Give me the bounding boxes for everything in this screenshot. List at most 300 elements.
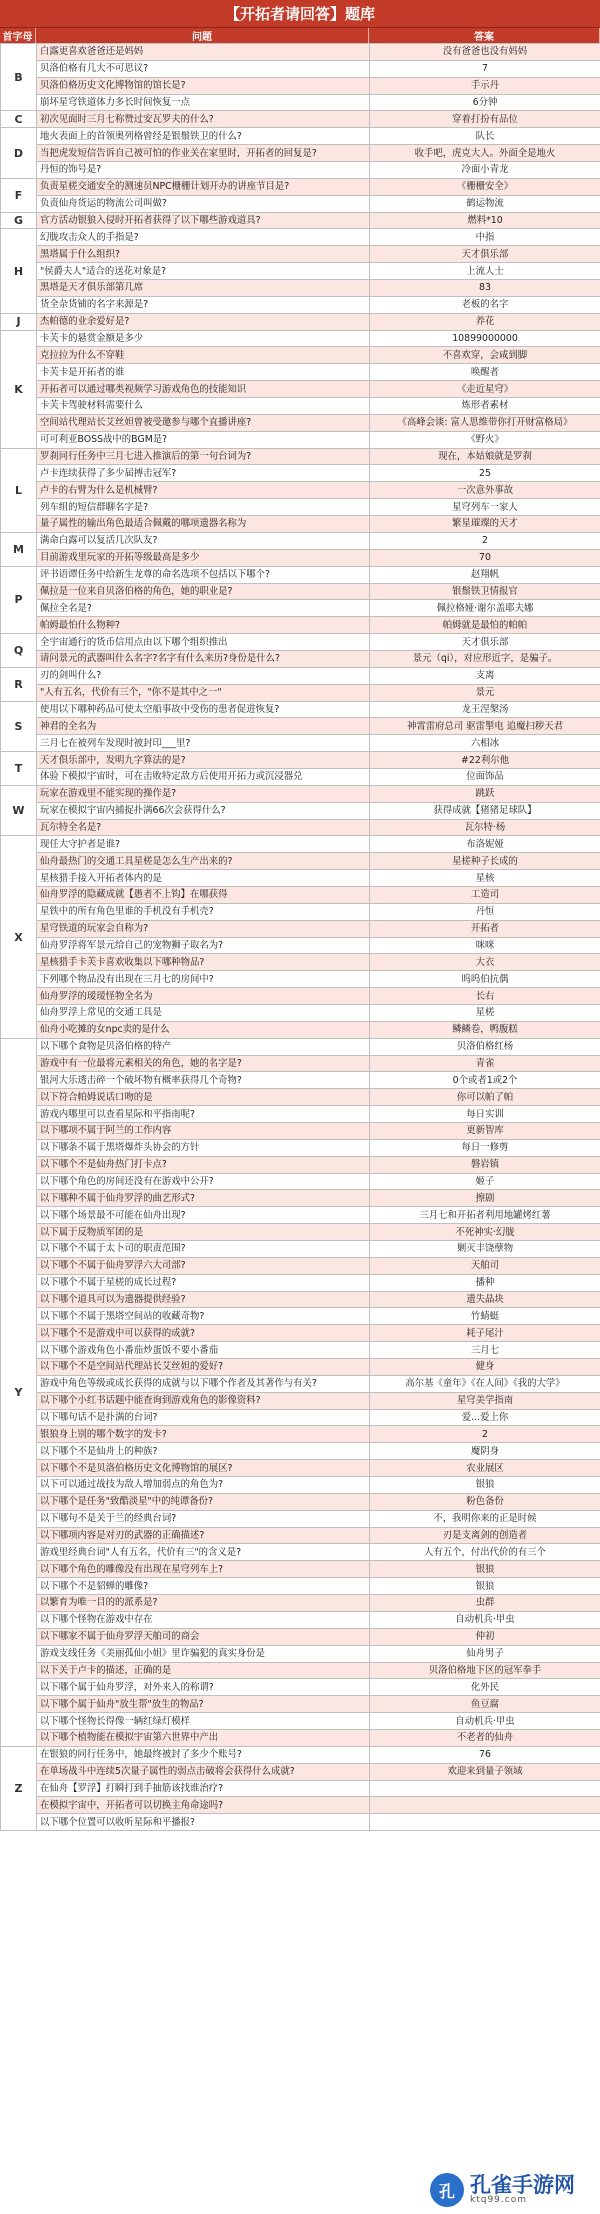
table-row	[1, 667, 600, 684]
question-cell: 游戏中角色等级或成长获得的成就与以下哪个作者及其著作与有关?	[37, 1375, 370, 1392]
table-row	[1, 836, 600, 853]
question-cell: 玩家在模拟宇宙内捕捉扑满66次会获得什么?	[37, 802, 370, 819]
table-row	[1, 1662, 600, 1679]
question-cell: 卡芙卡驾驶材料需要什么	[37, 398, 370, 415]
table-row	[1, 853, 600, 870]
answer-cell: 上流人士	[370, 263, 600, 280]
group-letter: L	[1, 448, 37, 532]
table-row	[1, 1207, 600, 1224]
answer-cell: 布洛妮娅	[370, 836, 600, 853]
answer-cell: 青雀	[370, 1055, 600, 1072]
question-cell: 列车组的短信群聊名字是?	[37, 499, 370, 516]
answer-cell: 贝洛伯格红杨	[370, 1038, 600, 1055]
answer-cell: 鳞鳞卷，鸭腹糕	[370, 1021, 600, 1038]
answer-cell: 瓦尔特·杨	[370, 819, 600, 836]
answer-cell: 爱...爱上你	[370, 1409, 600, 1426]
question-cell: 在模拟宇宙中，开拓者可以切换主角命途吗?	[37, 1797, 370, 1814]
answer-cell: 养花	[370, 313, 600, 330]
table-row	[1, 735, 600, 752]
table-row	[1, 414, 600, 431]
table-row	[1, 870, 600, 887]
group-letter: Y	[1, 1038, 37, 1746]
table-row	[1, 1628, 600, 1645]
answer-cell: 耗子尾汁	[370, 1325, 600, 1342]
answer-cell: 现在，本姑娘就是罗刹	[370, 448, 600, 465]
answer-cell: 贝洛伯格地下区的冠军拳手	[370, 1662, 600, 1679]
table-row	[1, 398, 600, 415]
answer-cell: 唤醒者	[370, 364, 600, 381]
table-row	[1, 448, 600, 465]
answer-cell: 鹤运物流	[370, 195, 600, 212]
table-row	[1, 263, 600, 280]
table-row	[1, 785, 600, 802]
answer-cell: 银狼	[370, 1578, 600, 1595]
table-row	[1, 1611, 600, 1628]
table-row	[1, 684, 600, 701]
answer-cell: 景元（qi），对应形近字，是骗子。	[370, 650, 600, 667]
question-cell: 仙舟最热门的交通工具星槎是怎么生产出来的?	[37, 853, 370, 870]
question-cell: 黑塔是天才俱乐部第几席	[37, 280, 370, 297]
question-cell: 以下哪个位置可以收听星际和平播报?	[37, 1814, 370, 1831]
question-cell: 克拉拉为什么不穿鞋	[37, 347, 370, 364]
question-cell: 幻胧攻击众人的手指是?	[37, 229, 370, 246]
table-row	[1, 162, 600, 179]
table-row	[1, 532, 600, 549]
table-row	[1, 212, 600, 229]
table-row	[1, 1224, 600, 1241]
answer-cell: 一次意外事故	[370, 482, 600, 499]
question-cell: 以下哪家不属于仙舟罗浮天舶司的商会	[37, 1628, 370, 1645]
answer-cell: 剿灭丰饶孽物	[370, 1241, 600, 1258]
answer-cell: 银狼	[370, 1477, 600, 1494]
table-row	[1, 1055, 600, 1072]
table-row	[1, 971, 600, 988]
question-cell: 仙舟小吃摊的女npc卖的是什么	[37, 1021, 370, 1038]
question-cell: 崩坏星穹铁道体力多长时间恢复一点	[37, 94, 370, 111]
question-cell: 以下属于反物质军团的是	[37, 1224, 370, 1241]
table-row	[1, 1780, 600, 1797]
table-row	[1, 617, 600, 634]
answer-cell: 70	[370, 549, 600, 566]
question-cell: 地火表面上的首领奥列格曾经是银鬃铁卫的什么?	[37, 128, 370, 145]
table-row	[1, 1342, 600, 1359]
question-cell: 以下哪个不是游戏中可以获得的成就?	[37, 1325, 370, 1342]
question-cell: 评书语谭任务中给新生龙尊的命名选项不包括以下哪个?	[37, 566, 370, 583]
question-cell: 负责仙舟货运的物流公司叫做?	[37, 195, 370, 212]
question-cell: 黑塔属于什么组织?	[37, 246, 370, 263]
answer-cell: 三月七	[370, 1342, 600, 1359]
table-row	[1, 1021, 600, 1038]
question-cell: 在单场战斗中连续5次量子属性的弱点击破将会获得什么成就?	[37, 1763, 370, 1780]
table-row	[1, 1645, 600, 1662]
table-row	[1, 1004, 600, 1021]
question-cell: 以下哪句不是关于兰的经典台词?	[37, 1510, 370, 1527]
header-answer: 答案	[369, 28, 600, 43]
table-row	[1, 499, 600, 516]
table-row	[1, 1595, 600, 1612]
question-cell: 官方活动银狼入侵时开拓者获得了以下哪些游戏道具?	[37, 212, 370, 229]
answer-cell: 鱼豆腐	[370, 1696, 600, 1713]
group-letter: Q	[1, 634, 37, 668]
question-cell: 天才俱乐部中，发明九字算法的是?	[37, 752, 370, 769]
group-letter: P	[1, 566, 37, 633]
table-row	[1, 650, 600, 667]
answer-cell: 擦剧	[370, 1190, 600, 1207]
answer-cell: 83	[370, 280, 600, 297]
table-row	[1, 296, 600, 313]
question-cell: 佩拉是一位来自贝洛伯格的角色，她的职业是?	[37, 583, 370, 600]
table-row	[1, 347, 600, 364]
table-row	[1, 44, 600, 61]
question-cell: 货全杂货铺的名字来源是?	[37, 296, 370, 313]
answer-cell	[370, 1814, 600, 1831]
question-cell: 神君的全名为	[37, 718, 370, 735]
table-row	[1, 566, 600, 583]
question-cell: 以下哪个食物是贝洛伯格的特产	[37, 1038, 370, 1055]
table-row	[1, 1190, 600, 1207]
group-letter: H	[1, 229, 37, 313]
table-row	[1, 1477, 600, 1494]
question-cell: 仙舟罗浮的瑷瑷怪物全名为	[37, 988, 370, 1005]
table-row	[1, 1257, 600, 1274]
table-row	[1, 381, 600, 398]
question-cell: 目前游戏里玩家的开拓等级最高是多少	[37, 549, 370, 566]
answer-cell: 《栅栅安全》	[370, 178, 600, 195]
question-cell: 以下哪项内容是对刃的武器的正确描述?	[37, 1527, 370, 1544]
table-row	[1, 246, 600, 263]
answer-cell: 天舶司	[370, 1257, 600, 1274]
table-row	[1, 1696, 600, 1713]
table-row	[1, 1510, 600, 1527]
question-cell: 以下哪个不是仙舟热门打卡点?	[37, 1156, 370, 1173]
answer-cell: 魔阴身	[370, 1443, 600, 1460]
watermark-brand: 孔雀手游网	[470, 2173, 575, 2197]
question-cell: 请问景元的武器叫什么名字?名字有什么来历?身份是什么?	[37, 650, 370, 667]
table-row	[1, 516, 600, 533]
question-cell: 以下哪个怪物在游戏中存在	[37, 1611, 370, 1628]
watermark-site: ktq99.com	[470, 2195, 527, 2205]
question-cell: 以下哪个不是貂蝉的雕像?	[37, 1578, 370, 1595]
answer-cell: 自动机兵·甲虫	[370, 1611, 600, 1628]
group-letter: M	[1, 532, 37, 566]
table-row	[1, 1072, 600, 1089]
answer-cell: 星核	[370, 870, 600, 887]
answer-cell: 大衣	[370, 954, 600, 971]
answer-cell: 遗失晶块	[370, 1291, 600, 1308]
table-row	[1, 1409, 600, 1426]
table-row	[1, 330, 600, 347]
answer-cell: 7	[370, 60, 600, 77]
question-cell: 以下哪个不属于太卜司的职责范围?	[37, 1241, 370, 1258]
answer-cell: 佩拉格娅·谢尔盖耶夫娜	[370, 600, 600, 617]
watermark	[430, 2170, 595, 2210]
table-row	[1, 1443, 600, 1460]
table-row	[1, 1426, 600, 1443]
answer-cell: 支离	[370, 667, 600, 684]
answer-cell: 不死神实·幻胧	[370, 1224, 600, 1241]
table-row	[1, 364, 600, 381]
table-row	[1, 549, 600, 566]
answer-cell: 25	[370, 465, 600, 482]
answer-cell: 你可以帕了帕	[370, 1089, 600, 1106]
question-cell: 游戏里经典台词"人有五名，代价有三"的含义是?	[37, 1544, 370, 1561]
table-row	[1, 313, 600, 330]
answer-cell: 六相冰	[370, 735, 600, 752]
table-row	[1, 178, 600, 195]
table-row	[1, 1544, 600, 1561]
question-cell: 仙舟罗浮上常见的交通工具是	[37, 1004, 370, 1021]
qa-table	[0, 43, 600, 1831]
table-row	[1, 1578, 600, 1595]
question-cell: 银狼身上别的哪个数字的发卡?	[37, 1426, 370, 1443]
answer-cell: 景元	[370, 684, 600, 701]
answer-cell: 姬子	[370, 1173, 600, 1190]
answer-cell: 《野火》	[370, 431, 600, 448]
table-row	[1, 145, 600, 162]
table-row	[1, 195, 600, 212]
question-cell: 以下哪个不属于星槎的成长过程?	[37, 1274, 370, 1291]
answer-cell: #22利尔他	[370, 752, 600, 769]
table-row	[1, 1679, 600, 1696]
answer-cell: 银狼	[370, 1561, 600, 1578]
table-row	[1, 903, 600, 920]
question-cell: 星核猎手接入开拓者体内的是	[37, 870, 370, 887]
question-cell: 以下哪个场景最不可能在仙舟出现?	[37, 1207, 370, 1224]
answer-cell: 收手吧，虎克大人。外面全是地火	[370, 145, 600, 162]
answer-cell: 不喜欢穿，会咸到脚	[370, 347, 600, 364]
question-cell: 仙舟罗浮将军景元给自己的宠物狮子取名为?	[37, 937, 370, 954]
question-cell: 以下哪条不属于黑塔爆炸头协会的方针	[37, 1139, 370, 1156]
table-row	[1, 482, 600, 499]
table-row	[1, 1729, 600, 1746]
answer-cell: 播种	[370, 1274, 600, 1291]
answer-cell: 丹恒	[370, 903, 600, 920]
group-letter: W	[1, 785, 37, 836]
answer-cell: 神霄雷府总司 驱雷掣电 追魔扫秽天君	[370, 718, 600, 735]
table-row	[1, 465, 600, 482]
group-letter: K	[1, 330, 37, 448]
table-row	[1, 1763, 600, 1780]
answer-cell: 星槎	[370, 1004, 600, 1021]
header-question: 问题	[36, 28, 369, 43]
answer-cell: 三月七和开拓者利用地罐烤红薯	[370, 1207, 600, 1224]
table-row	[1, 111, 600, 128]
table-row	[1, 954, 600, 971]
table-row	[1, 886, 600, 903]
group-letter: D	[1, 128, 37, 179]
answer-cell: 龙王涅槃汤	[370, 701, 600, 718]
table-row	[1, 1460, 600, 1477]
answer-cell: 工造司	[370, 886, 600, 903]
group-letter: R	[1, 667, 37, 701]
question-cell: 以下哪个属于仙舟"放生帮"放生的物品?	[37, 1696, 370, 1713]
page-title: 【开拓者请回答】题库	[0, 0, 600, 28]
question-cell: 游戏支线任务《美丽孤仙小姐》里诈骗犯的真实身份是	[37, 1645, 370, 1662]
question-cell: 以下哪个不是空间站代理站长艾丝妲的爱好?	[37, 1359, 370, 1376]
table-row	[1, 280, 600, 297]
table-row	[1, 1359, 600, 1376]
question-cell: 卢卡的右臂为什么是机械臂?	[37, 482, 370, 499]
question-cell: 量子属性的输出角色最适合佩戴的哪项遗器名称为	[37, 516, 370, 533]
table-row	[1, 1392, 600, 1409]
table-row	[1, 1713, 600, 1730]
group-letter: G	[1, 212, 37, 229]
question-cell: 以下哪个不是仙舟上的种族?	[37, 1443, 370, 1460]
answer-cell: 帕姆就是最怕的帕帕	[370, 617, 600, 634]
answer-cell: 自动机兵·甲虫	[370, 1713, 600, 1730]
answer-cell: 《高峰会谈: 富人思维带你打开财富格局》	[370, 414, 600, 431]
question-cell: 以下哪个不属于仙舟罗浮六大司部?	[37, 1257, 370, 1274]
question-cell: 初次见面时三月七称赞过安瓦罗夫的什么?	[37, 111, 370, 128]
question-cell: 白露更喜欢爸爸还是妈妈	[37, 44, 370, 61]
answer-cell: 手示丹	[370, 77, 600, 94]
answer-cell: 炼形者素材	[370, 398, 600, 415]
table-row	[1, 819, 600, 836]
header-letter: 首字母	[0, 28, 36, 43]
question-cell: 银河大乐透击碎一个破坏物有概率获得几个奇物?	[37, 1072, 370, 1089]
question-cell: 以下哪个小红书话题中能查询到游戏角色的影像资料?	[37, 1392, 370, 1409]
table-row	[1, 60, 600, 77]
table-row	[1, 229, 600, 246]
table-row	[1, 1106, 600, 1123]
answer-cell: 天才俱乐部	[370, 634, 600, 651]
answer-cell: 星槎种子长成的	[370, 853, 600, 870]
table-row	[1, 1123, 600, 1140]
answer-cell: 呜呜伯抗偶	[370, 971, 600, 988]
group-letter: B	[1, 44, 37, 111]
question-cell: 当把虎发短信告诉自己被可怕的作业关在家里时，开拓者的回复是?	[37, 145, 370, 162]
table-row	[1, 77, 600, 94]
answer-cell: 没有爸爸也没有妈妈	[370, 44, 600, 61]
answer-cell: 欢迎来到量子领域	[370, 1763, 600, 1780]
answer-cell: 咪咪	[370, 937, 600, 954]
answer-cell: 穿着打扮有品位	[370, 111, 600, 128]
question-cell: 卡芙卡是开拓者的谁	[37, 364, 370, 381]
answer-cell: 开拓者	[370, 920, 600, 937]
answer-cell: 不老者的仙舟	[370, 1729, 600, 1746]
question-cell: 罗刹同行任务中三月七进入推演后的第一句台词为?	[37, 448, 370, 465]
answer-cell: 竹蜻蜓	[370, 1308, 600, 1325]
table-row	[1, 1089, 600, 1106]
question-cell: 以下哪个道具可以为遗器提供经验?	[37, 1291, 370, 1308]
group-letter: T	[1, 752, 37, 786]
answer-cell: 刃是支离剑的创造者	[370, 1527, 600, 1544]
question-cell: 游戏内哪里可以查看星际和平指南呢?	[37, 1106, 370, 1123]
question-cell: 满命白露可以复活几次队友?	[37, 532, 370, 549]
answer-cell: 虫群	[370, 1595, 600, 1612]
answer-cell: 2	[370, 1426, 600, 1443]
question-cell: 仙舟罗浮的隐藏成就【愚者不上钩】在哪获得	[37, 886, 370, 903]
question-cell: 以下哪个怪物长得像一辆红绿灯模样	[37, 1713, 370, 1730]
answer-cell: 每日实训	[370, 1106, 600, 1123]
table-row	[1, 1325, 600, 1342]
answer-cell: 2	[370, 532, 600, 549]
question-cell: "人有五名，代价有三个，"你不是其中之一"	[37, 684, 370, 701]
answer-cell: 高尔基《童年》《在人间》《我的大学》	[370, 1375, 600, 1392]
answer-cell: 磐岩镇	[370, 1156, 600, 1173]
question-cell: 在银狼的同行任务中，她最终被封了多少个账号?	[37, 1746, 370, 1763]
table-row	[1, 634, 600, 651]
table-row	[1, 1156, 600, 1173]
answer-cell: 老板的名字	[370, 296, 600, 313]
table-header	[0, 28, 600, 43]
group-letter: F	[1, 178, 37, 212]
question-cell: 全宇宙通行的货币信用点由以下哪个组织推出	[37, 634, 370, 651]
answer-cell: 更新智库	[370, 1123, 600, 1140]
question-cell: 以下哪种不属于仙舟罗浮的曲艺形式?	[37, 1190, 370, 1207]
answer-cell: 人有五个，付出代价的有三个	[370, 1544, 600, 1561]
group-letter: X	[1, 836, 37, 1038]
answer-cell: 银鬃铁卫情报官	[370, 583, 600, 600]
table-row	[1, 1308, 600, 1325]
answer-cell: 76	[370, 1746, 600, 1763]
question-cell: 以下哪个不是贝洛伯格历史文化博物馆的展区?	[37, 1460, 370, 1477]
question-cell: 以下哪个角色的房间还没有在游戏中公开?	[37, 1173, 370, 1190]
answer-cell: 天才俱乐部	[370, 246, 600, 263]
question-cell: 刃的剑叫什么?	[37, 667, 370, 684]
answer-cell: 6分钟	[370, 94, 600, 111]
question-cell: "侯爵夫人"适合的送花对象是?	[37, 263, 370, 280]
answer-cell: 农业展区	[370, 1460, 600, 1477]
question-cell: 以下哪个属于仙舟罗浮，对外来人的称谓?	[37, 1679, 370, 1696]
table-row	[1, 718, 600, 735]
table-row	[1, 1797, 600, 1814]
table-row	[1, 1173, 600, 1190]
table-row	[1, 1493, 600, 1510]
answer-cell: 每日一修剪	[370, 1139, 600, 1156]
table-row	[1, 1241, 600, 1258]
answer-cell: 燃料*10	[370, 212, 600, 229]
answer-cell: 健身	[370, 1359, 600, 1376]
question-cell: 帕姆最怕什么物种?	[37, 617, 370, 634]
question-cell: 以下关于卢卡的描述，正确的是	[37, 1662, 370, 1679]
question-cell: 现任大守护者是谁?	[37, 836, 370, 853]
answer-cell	[370, 1797, 600, 1814]
answer-cell: 粉色备份	[370, 1493, 600, 1510]
question-cell: 星核猎手卡芙卡喜欢收集以下哪种物品?	[37, 954, 370, 971]
question-cell: 以下可以通过战技为敌人增加弱点的角色为?	[37, 1477, 370, 1494]
question-cell: 卡芙卡的悬赏金额是多少	[37, 330, 370, 347]
table-row	[1, 701, 600, 718]
answer-cell: 队长	[370, 128, 600, 145]
question-cell: 以下哪项不属于阿兰的工作内容	[37, 1123, 370, 1140]
table-row	[1, 1291, 600, 1308]
answer-cell: 0个或者1或2个	[370, 1072, 600, 1089]
answer-cell: 不，我明你来的正是时候	[370, 1510, 600, 1527]
question-cell: 体验下模拟宇宙时，可在击败特定敌方后使用开拓力或沉浸器兑	[37, 768, 370, 785]
answer-cell: 长右	[370, 988, 600, 1005]
answer-cell: 化外民	[370, 1679, 600, 1696]
group-letter: S	[1, 701, 37, 752]
answer-cell: 10899000000	[370, 330, 600, 347]
table-row	[1, 128, 600, 145]
question-cell: 以繁育为唯一目的的派系是?	[37, 1595, 370, 1612]
question-cell: 星穹铁道的玩家会自称为?	[37, 920, 370, 937]
answer-cell: 仙舟男子	[370, 1645, 600, 1662]
peacock-logo-icon: 孔	[430, 2173, 464, 2207]
question-cell: 使用以下哪种药品可使太空船事故中受伤的患者促进恢复?	[37, 701, 370, 718]
table-row	[1, 752, 600, 769]
answer-cell: 中指	[370, 229, 600, 246]
table-row	[1, 431, 600, 448]
table-row	[1, 1814, 600, 1831]
table-row	[1, 768, 600, 785]
question-cell: 可可利亚BOSS战中的BGM是?	[37, 431, 370, 448]
question-cell: 下列哪个物品没有出现在三月七的房间中?	[37, 971, 370, 988]
question-cell: 贝洛伯格历史文化博物馆的馆长是?	[37, 77, 370, 94]
answer-cell: 赵翔帆	[370, 566, 600, 583]
table-row	[1, 937, 600, 954]
